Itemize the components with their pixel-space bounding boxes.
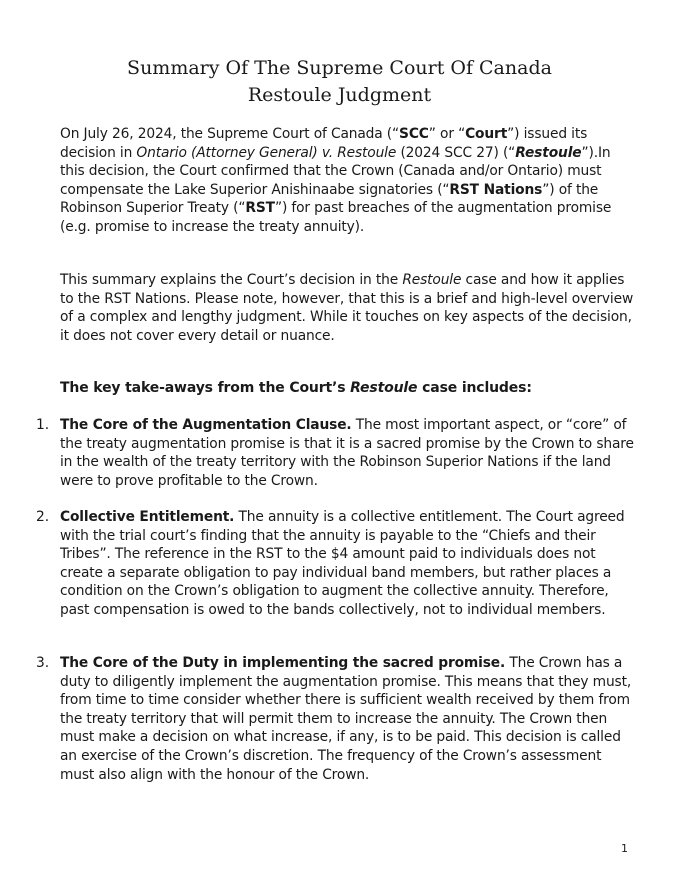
list-number: 2. [36,509,50,525]
intro-paragraph-1: On July 26, 2024, the Supreme Court of Canada (“SCC” or “Court”) issued its decision in Ontario (Attorney General) v. Restoule (2024 SCC 27) (“Restoule”).In this decision, the Court confirmed that the Crown (Canada and/or Ontario) must compensate the Lake Superior Anishinaabe signatories (“RST Nations”) of the Robinson Superior Treaty (“RST”) for past breaches of the augmentation promise (e.g. promise to increase the treaty annuity). [60,126,612,235]
title-line-2: Restoule Judgment [247,84,432,106]
list-item-text [60,654,636,784]
restoule-case-ref: Restoule [402,272,462,288]
list-item-body: The most important aspect, or “core” of the treaty augmentation promise is that it is a sacred promise by the Crown to share in the wealth of the treaty territory with the Robinson Superior Nations if the land were to prove profitable to the Crown. [60,417,634,489]
restoule-term: Restoule [515,144,582,161]
page-number: 1 [621,842,628,855]
list-item-text [60,508,636,620]
rst-nations-term: RST Nations [449,181,543,198]
list-number: 1. [36,417,50,433]
rst-term: RST [245,200,275,217]
document-title [0,55,679,109]
list-item-title: The Core of the Augmentation Clause. [60,417,352,433]
list-number: 3. [36,655,50,671]
case-citation: Ontario (Attorney General) v. Restoule [136,144,397,161]
list-item-body: The Crown has a duty to diligently implement the augmentation promise. This means that they must, from time to time consider whether there is sufficient wealth received by them from the treaty territory that will permit them to increase the annuity. The Crown then must make a decision on what increase, if any, is to be paid. This decision is called an exercise of the Crown’s discretion. The frequency of the Crown’s assessment must also align with the honour of the Crown. [60,655,632,783]
list-item-title: Collective Entitlement. [60,509,235,525]
title-line-1: Summary Of The Supreme Court Of Canada [127,57,552,79]
list-item-body: The annuity is a collective entitlement. The Court agreed with the trial court’s finding that the annuity is payable to the “Chiefs and their Tribes”. The reference in the RST to the $4 amount paid to individuals does not create a separate obligation to pay individual band members, but rather places a condition on the Crown’s obligation to augment the collective annuity. Therefore, past compensation is owed to the bands collectively, not to individual members. [60,509,625,618]
takeaways-heading: The key take-aways from the Court’s Restoule case includes: [60,380,532,396]
court-term: Court [465,126,508,142]
intro-paragraph-2: This summary explains the Court’s decision in the Restoule case and how it applies to the RST Nations. Please note, however, that this is a brief and high-level overview of a complex and lengthy judgment. While it touches on key aspects of the decision, it does not cover every detail or nuance. [60,272,634,344]
list-item-title: The Core of the Duty in implementing the sacred promise. [60,655,506,671]
list-item-text [60,416,636,490]
scc-term: SCC [399,126,429,142]
